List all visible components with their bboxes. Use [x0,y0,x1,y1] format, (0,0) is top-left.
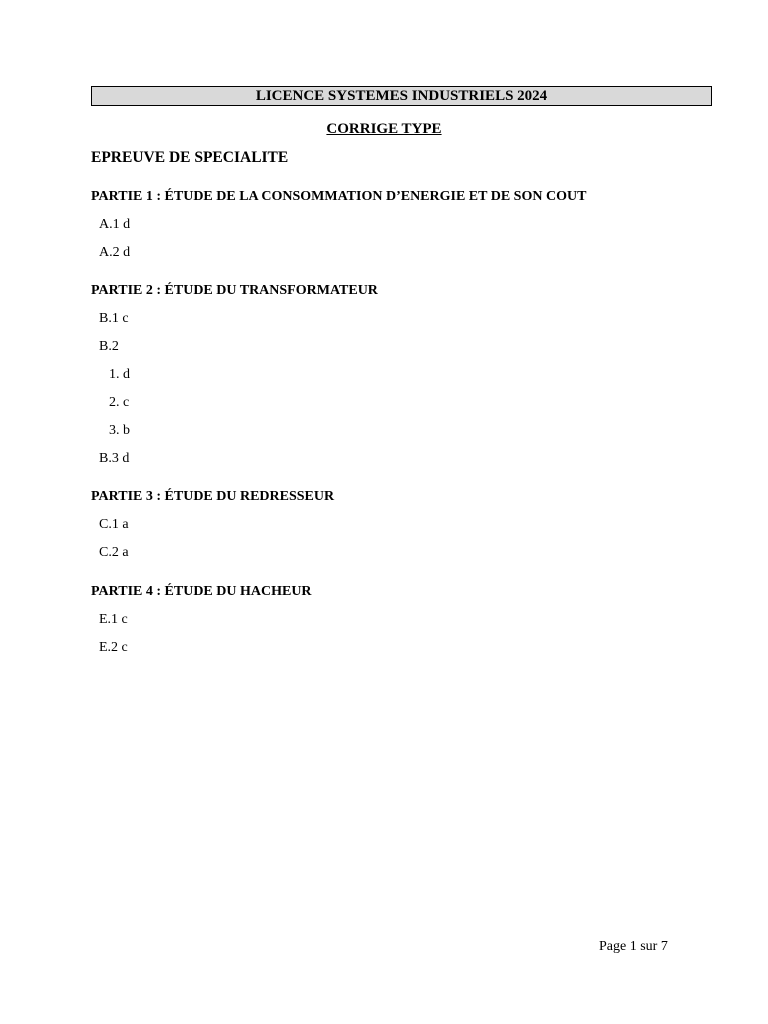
answer-c1: C.1 a [99,517,129,532]
answer-b3: B.3 d [99,451,130,466]
document-subtitle: CORRIGE TYPE [326,121,442,137]
document-title: LICENCE SYSTEMES INDUSTRIELS 2024 [255,88,548,104]
answer-b2-1: 1. d [109,367,130,382]
part-1-title: PARTIE 1 : ÉTUDE DE LA CONSOMMATION D’ENERGIE ET DE SON COUT [91,189,587,204]
answer-c2: C.2 a [99,545,129,560]
answer-b1: B.1 c [99,311,129,326]
page-number: Page 1 sur 7 [599,939,668,954]
exam-title: EPREUVE DE SPECIALITE [91,149,289,166]
part-2-title: PARTIE 2 : ÉTUDE DU TRANSFORMATEUR [91,283,378,298]
answer-e1: E.1 c [99,612,128,627]
answer-b2-3: 3. b [109,423,130,438]
part-3-title: PARTIE 3 : ÉTUDE DU REDRESSEUR [91,489,335,504]
answer-e2: E.2 c [99,640,128,655]
header-box [91,86,712,106]
answer-b2: B.2 [99,339,119,354]
answer-a1: A.1 d [99,217,131,232]
part-4-title: PARTIE 4 : ÉTUDE DU HACHEUR [91,584,312,599]
answer-b2-2: 2. c [109,395,130,410]
answer-a2: A.2 d [99,245,131,260]
